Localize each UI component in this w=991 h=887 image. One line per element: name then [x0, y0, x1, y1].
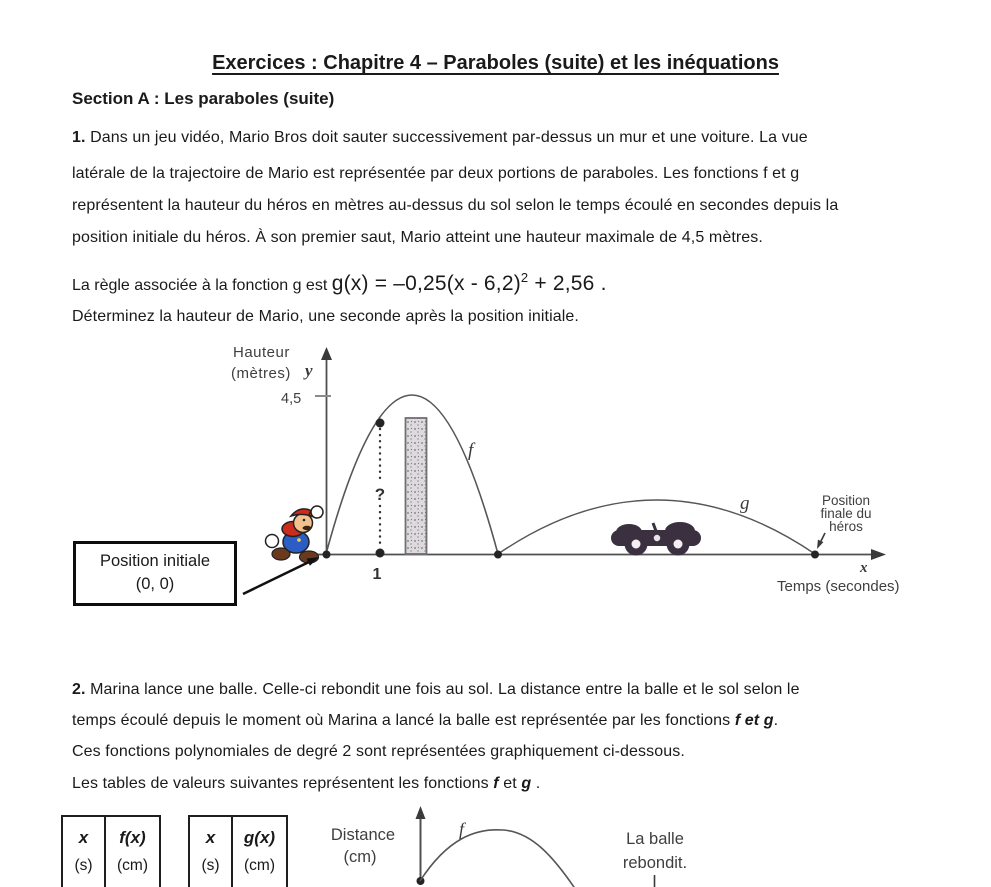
initial-position-text-line1: Position initiale: [99, 552, 211, 570]
y-axis-title-line2: (mètres): [231, 365, 291, 382]
table-g: [188, 815, 288, 887]
wall-icon: [406, 418, 427, 554]
x-axis-letter: x: [860, 560, 868, 576]
final-position-line2: finale du: [820, 506, 872, 521]
initial-position-box: [73, 541, 237, 606]
table-f-col-fx-header: f(x): [119, 828, 146, 847]
table-f-col-x-header: x: [78, 828, 89, 847]
problem2-line-1-text: Marina lance une balle. Celle-ci rebondit une fois au sol. La distance entre la balle et le sol selon le: [85, 681, 800, 698]
table-g-col-x-header: x: [205, 828, 216, 847]
page-title: Exercices : Chapitre 4 – Paraboles (suite) et les inéquations: [212, 52, 779, 74]
problem1-line-1-text: Dans un jeu vidéo, Mario Bros doit sauter successivement par-dessus un mur et une voiture. La vue: [85, 129, 808, 146]
final-position-line3: héros: [829, 519, 863, 534]
table-g-col-x: [190, 817, 231, 887]
y-axis-letter: y: [305, 361, 313, 380]
table-g-col-gx-unit: (cm): [244, 857, 275, 874]
distance-axis-arrow-icon: [416, 806, 426, 819]
final-position-point: [811, 551, 819, 559]
x-axis-title: Temps (secondes): [777, 578, 900, 595]
problem1-line-1: [72, 127, 808, 148]
problem1-number: 1.: [72, 129, 86, 146]
y-axis-title-line1: Hauteur: [233, 344, 290, 361]
g-function-formula: g(x) = –0,25(x - 6,2)$^2$ + 2,56 .: [331, 270, 607, 295]
x-tick-label: 1: [372, 566, 382, 583]
ball-distance-figure: [300, 793, 991, 887]
problem2-line-4: Les tables de valeurs suivantes représentent les fonctions f et g .: [72, 775, 541, 792]
section-a-heading: Section A : Les paraboles (suite): [72, 89, 335, 108]
problem2-line-3: Ces fonctions polynomiales de degré 2 sont représentées graphiquement ci-dessous.: [72, 743, 685, 760]
table-f: [61, 815, 161, 887]
parabola-f-ball: [420, 830, 578, 887]
initial-position-text-line2: (0, 0): [135, 575, 175, 593]
problem2-line-1: [72, 679, 800, 700]
point-on-axis: [376, 549, 385, 558]
bounce-annotation-line1: La balle: [626, 830, 684, 848]
problem2-line-2: temps écoulé depuis le moment où Marina a lancé la balle est représentée par les fonctions f et g.: [72, 712, 779, 729]
table-f-col-fx-unit: (cm): [117, 857, 148, 874]
table-f-col-x-unit: (s): [74, 857, 93, 874]
rule-prefix: La règle associée à la fonction g est: [72, 277, 332, 294]
mario-sprite-icon: [266, 506, 324, 563]
table-g-col-gx: [231, 817, 286, 887]
y-axis-arrow-icon: [321, 347, 332, 360]
car-icon: [611, 522, 701, 556]
point-on-curve: [376, 419, 385, 428]
table-f-col-fx: [104, 817, 159, 887]
final-position-arrowhead-icon: [817, 540, 823, 549]
distance-axis-title-line2: (cm): [343, 848, 377, 866]
problem1-rule-line: [72, 261, 607, 303]
final-position-line1: Position: [821, 493, 871, 508]
y-tick-label: 4,5: [281, 391, 302, 407]
problem2-number: 2.: [72, 681, 86, 698]
g-emphasis: g: [521, 775, 532, 792]
ball-f-curve-label: f: [459, 819, 465, 839]
problem1-line-2: latérale de la trajectoire de Mario est représentée par deux portions de paraboles. Les fonctions f et g: [72, 165, 800, 182]
problem1-question: Déterminez la hauteur de Mario, une seconde après la position initiale.: [72, 308, 579, 325]
x-axis-arrow-icon: [871, 549, 886, 560]
distance-axis-title-line1: Distance: [330, 826, 396, 844]
table-g-col-gx-header: g(x): [243, 828, 276, 847]
table-f-col-x: [63, 817, 104, 887]
f-curve-label: f: [468, 440, 474, 461]
bounce-annotation-line2: rebondit.: [622, 854, 688, 872]
problem1-line-4: position initiale du héros. À son premier saut, Mario atteint une hauteur maximale de 4,5 mètres.: [72, 229, 763, 246]
g-curve-label: g: [740, 493, 750, 514]
f-g-junction-point: [494, 551, 502, 559]
unknown-height-mark: ?: [374, 485, 386, 504]
problem1-line-3: représentent la hauteur du héros en mètres au-dessus du sol selon le temps écoulé en secondes depuis la: [72, 197, 839, 214]
table-g-col-x-unit: (s): [201, 857, 220, 874]
f-emphasis: f: [493, 775, 499, 792]
initial-position-arrow: [243, 562, 309, 594]
f-et-g-emphasis: f et g: [734, 712, 774, 729]
formula-exponent: 2: [520, 270, 529, 285]
origin-point: [323, 551, 331, 559]
